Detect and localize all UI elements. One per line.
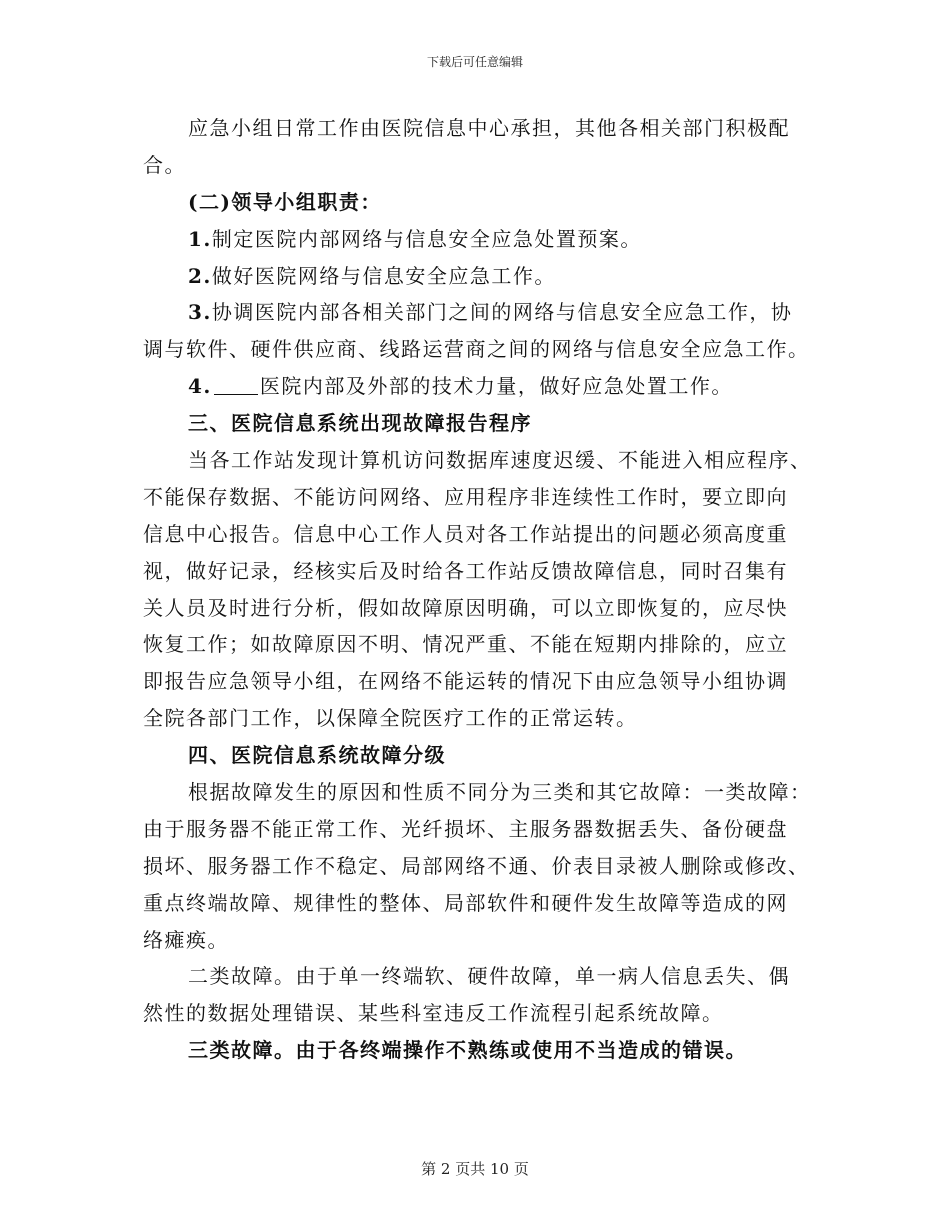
item-text: 医院内部及外部的技术力量，做好应急处置工作。 [259,374,733,399]
list-item-continuation: 调与软件、硬件供应商、线路运营商之间的网络与信息安全应急工作。 [143,337,810,362]
paragraph-line: 恢复工作；如故障原因不明、情况严重、不能在短期内排除的，应立 [143,632,788,657]
item-number: 2. [188,263,212,288]
paragraph-line: 应急小组日常工作由医院信息中心承担，其他各相关部门积极配 [188,116,790,140]
list-item [143,294,811,331]
paragraph-line: 重点终端故障、规律性的整体、局部软件和硬件发生故障等造成的网 [143,890,788,915]
paragraph-line: 不能保存数据、不能访问网络、应用程序非连续性工作时，要立即向 [143,484,788,509]
item-number: 3. [188,300,212,325]
paragraph-line-bold: 三类故障。由于各终端操作不熟练或使用不当造成的错误。 [188,1038,747,1063]
paragraph-line: 合。 [143,152,186,177]
paragraph-line: 络瘫痪。 [143,927,229,952]
page-header: 下载后可任意编辑 [426,55,523,69]
paragraph-line: 由于服务器不能正常工作、光纤损坏、主服务器数据丢失、备份硬盘 [143,816,788,841]
item-number: 4. [188,374,212,399]
item-text: 制定医院内部网络与信息安全应急处置预案。 [211,226,642,251]
paragraph-line: 视，做好记录，经核实后及时给各工作站反馈故障信息，同时召集有 [143,558,788,583]
section-heading: 三、医院信息系统出现故障报告程序 [188,411,532,436]
paragraph-line: 全院各部门工作，以保障全院医疗工作的正常运转。 [143,706,638,731]
item-text: 协调医院内部各相关部门之间的网络与信息安全应急工作，协 [211,300,793,325]
paragraph-line: 关人员及时进行分析，假如故障原因明确，可以立即恢复的，应尽快 [143,595,788,620]
paragraph-line: 即报告应急领导小组，在网络不能运转的情况下由应急领导小组协调 [143,669,788,694]
item-number: 1. [188,226,212,251]
paragraph-line: 信息中心报告。信息中心工作人员对各工作站提出的问题必须高度重 [143,521,788,546]
list-item [143,221,811,258]
list-item [143,258,811,295]
fill-in-blank [214,376,258,395]
paragraph-line: 当各工作站发现计算机访问数据库速度迟缓、不能进入相应程序、 [188,448,812,473]
list-item [143,368,811,405]
paragraph-line: 二类故障。由于单一终端软、硬件故障，单一病人信息丢失、偶 [188,964,790,989]
item-text: 做好医院网络与信息安全应急工作。 [211,263,556,288]
paragraph-line: 损坏、服务器工作不稳定、局部网络不通、价表目录被人删除或修改、 [143,853,810,878]
section-heading: (二)领导小组职责： [188,189,382,214]
section-heading: 四、医院信息系统故障分级 [188,743,446,768]
page-footer: 第 2 页共 10 页 [421,1160,529,1178]
paragraph-line: 根据故障发生的原因和性质不同分为三类和其它故障：一类故障： [188,780,812,805]
paragraph-line: 然性的数据处理错误、某些科室违反工作流程引起系统故障。 [143,1001,724,1026]
document-body [143,110,811,1069]
